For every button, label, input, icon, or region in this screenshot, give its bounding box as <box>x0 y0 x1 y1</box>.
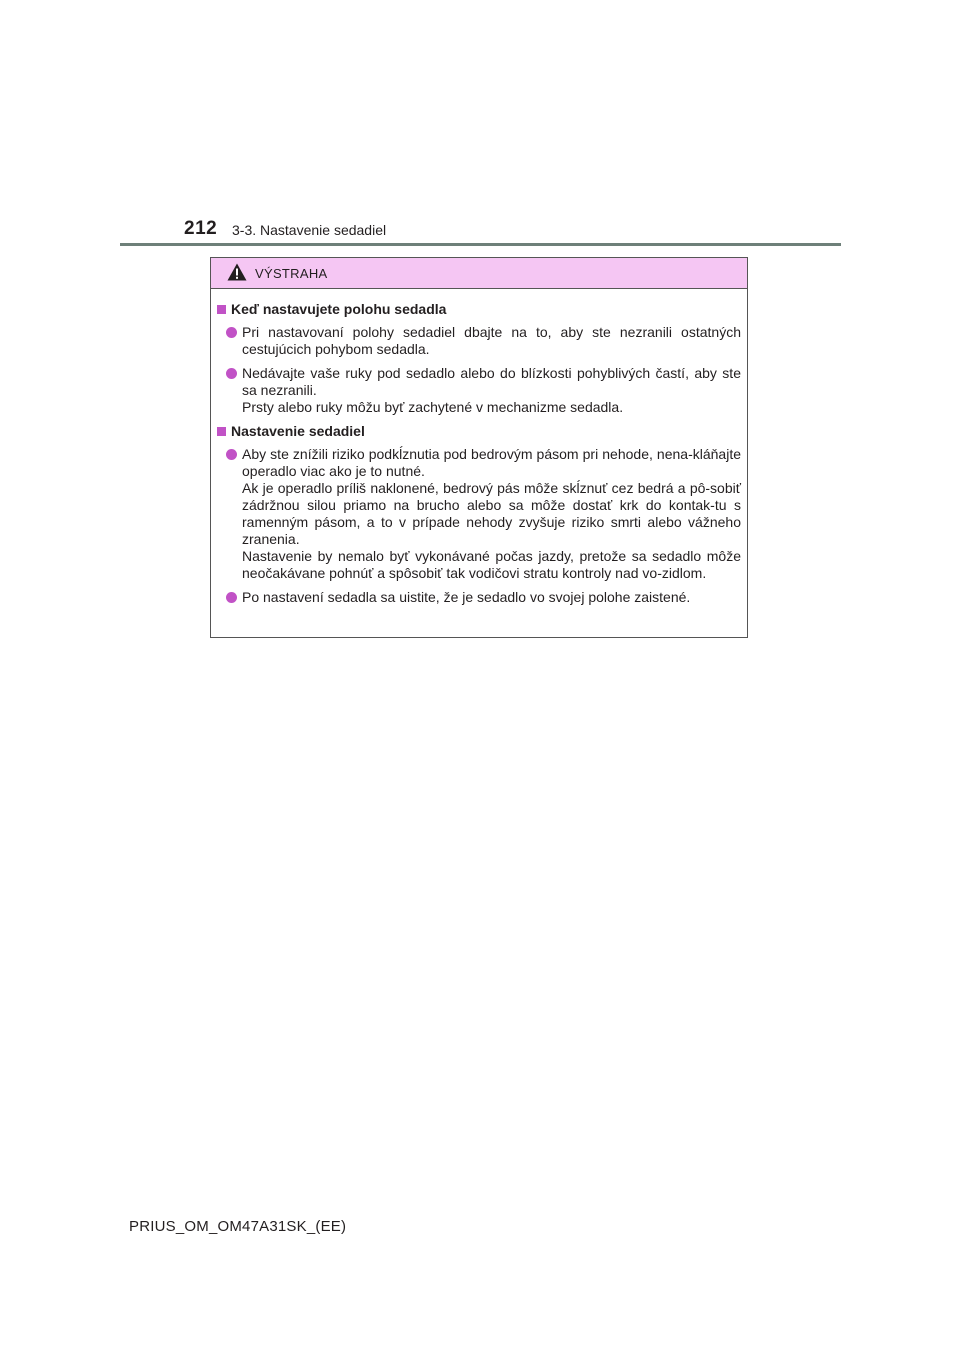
paragraph: Nedávajte vaše ruky pod sedadlo alebo do blízkosti pohyblivých častí, aby ste sa nezranili. <box>242 365 741 398</box>
list-item <box>216 324 741 358</box>
list-item <box>216 365 741 416</box>
paragraph: Prsty alebo ruky môžu byť zachytené v mechanizme sedadla. <box>242 399 624 415</box>
list-item <box>216 589 741 606</box>
circle-bullet-icon <box>226 592 237 603</box>
warning-triangle-icon <box>227 263 247 281</box>
paragraph: Ak je operadlo príliš naklonené, bedrový pás môže skĺznuť cez bedrá a pô-sobiť zádržnou silou priamo na brucho alebo sa môže dostať krk do kontak-tu s ramenným pásom, a to v prípade nehody zvyšuje riziko smrti alebo vážneho zranenia. <box>242 480 741 547</box>
square-bullet-icon <box>217 427 226 436</box>
item-text <box>242 365 741 416</box>
circle-bullet-icon <box>226 449 237 460</box>
circle-bullet-icon <box>226 327 237 338</box>
header-rule <box>120 243 841 246</box>
item-text <box>242 589 741 606</box>
item-text <box>242 446 741 582</box>
warning-box <box>210 257 748 638</box>
warning-body <box>211 289 747 606</box>
warning-title: VÝSTRAHA <box>255 266 328 281</box>
section-heading-text: Nastavenie sedadiel <box>231 423 365 439</box>
list-item <box>216 446 741 582</box>
warning-section <box>216 423 741 606</box>
circle-bullet-icon <box>226 368 237 379</box>
square-bullet-icon <box>217 305 226 314</box>
section-title: 3-3. Nastavenie sedadiel <box>232 222 387 238</box>
section-heading <box>216 423 741 440</box>
footer-document-code: PRIUS_OM_OM47A31SK_(EE) <box>129 1218 347 1235</box>
warning-header <box>211 258 747 289</box>
paragraph: Nastavenie by nemalo byť vykonávané počas jazdy, pretože sa sedadlo môže neočakávane pohnúť a spôsobiť tak vodičovi stratu kontroly nad vo-zidlom. <box>242 548 741 581</box>
paragraph: Pri nastavovaní polohy sedadiel dbajte na to, aby ste nezranili ostatných cestujúcich pohybom sedadla. <box>242 324 741 357</box>
section-heading <box>216 301 741 318</box>
page-number: 212 <box>184 218 218 239</box>
warning-section <box>216 301 741 416</box>
paragraph: Po nastavení sedadla sa uistite, že je sedadlo vo svojej polohe zaistené. <box>242 589 691 605</box>
paragraph: Aby ste znížili riziko podkĺznutia pod bedrovým pásom pri nehode, nena-kláňajte operadlo viac ako je to nutné. <box>242 446 741 479</box>
item-text <box>242 324 741 358</box>
section-heading-text: Keď nastavujete polohu sedadla <box>231 301 447 317</box>
